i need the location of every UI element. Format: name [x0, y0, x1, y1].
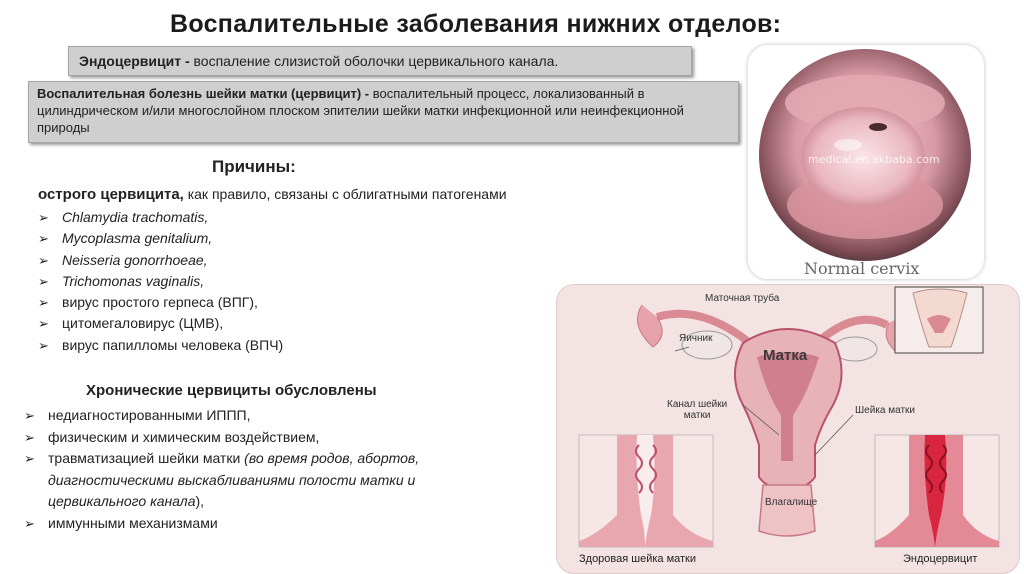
arrow-bullet-icon: ➢: [24, 429, 35, 445]
causes-heading: Причины:: [212, 157, 296, 176]
normal-cervix-photo-card: [748, 45, 984, 279]
chronic-term: Хронические цервициты: [86, 382, 271, 399]
list-item-continuation: цервикального канала),: [48, 493, 205, 509]
uterus-anatomy-diagram: [556, 284, 1020, 574]
label-uterus: Матка: [763, 347, 808, 364]
uterus-illustration: [557, 285, 1020, 574]
acute-text: как правило, связаны с облигатными патогенами: [183, 186, 507, 202]
label-fallopian-tube: Маточная труба: [705, 293, 780, 304]
list-item: ➢ Trichomonas vaginalis,: [38, 271, 283, 292]
caption-endocervicitis: Эндоцервицит: [903, 553, 978, 565]
arrow-bullet-icon: ➢: [38, 273, 49, 289]
chronic-causes-list: [24, 405, 419, 534]
photo-watermark: medical.en.akbaba.com: [808, 153, 940, 166]
cervicitis-term: Воспалительная болезнь шейки матки (цервицит) -: [37, 86, 370, 101]
chronic-text: обусловлены: [270, 382, 377, 399]
arrow-bullet-icon: ➢: [38, 252, 49, 268]
list-item: ➢ недиагностированными ИППП,: [24, 405, 419, 427]
list-item: ➢ цитомегаловирус (ЦМВ),: [38, 313, 283, 334]
list-item: ➢ Chlamydia trachomatis,: [38, 207, 283, 228]
arrow-bullet-icon: ➢: [38, 231, 49, 247]
acute-cervicitis-intro: [38, 186, 507, 203]
list-item: ➢ иммунными механизмами: [24, 513, 419, 535]
list-item: ➢ травматизацией шейки матки (во время родов, абортов,: [24, 448, 419, 470]
list-item: ➢ Neisseria gonorrhoeae,: [38, 250, 283, 271]
endocervicitis-text: воспаление слизистой оболочки цервикального канала.: [189, 53, 559, 69]
arrow-bullet-icon: ➢: [38, 295, 49, 311]
arrow-bullet-icon: ➢: [38, 316, 49, 332]
photo-caption: Normal cervix: [804, 259, 920, 278]
label-cervix: Шейка матки: [855, 405, 916, 416]
list-item-continuation: диагностическими выскабливаниями полости матки и: [48, 471, 416, 488]
cervicitis-definition-box: [28, 81, 739, 143]
endocervicitis-definition-box: [68, 46, 692, 76]
caption-healthy-cervix: Здоровая шейка матки: [579, 553, 697, 565]
acute-term: острого цервицита,: [38, 186, 184, 203]
chronic-cervicitis-heading: [86, 382, 377, 399]
list-item: ➢ вирус простого герпеса (ВПГ),: [38, 292, 283, 313]
endocervicitis-term: Эндоцервицит -: [79, 53, 190, 69]
slide-title: Воспалительные заболевания нижних отделов:: [170, 10, 782, 38]
arrow-bullet-icon: ➢: [38, 337, 49, 353]
list-item: ➢ Mycoplasma genitalium,: [38, 228, 283, 249]
acute-causes-list: [38, 207, 283, 356]
arrow-bullet-icon: ➢: [38, 210, 49, 225]
arrow-bullet-icon: ➢: [24, 515, 35, 531]
label-cervical-canal: Канал шейки матки: [667, 399, 728, 421]
normal-cervix-photo: [748, 45, 984, 279]
label-vagina: Влагалище: [765, 497, 818, 508]
arrow-bullet-icon: ➢: [24, 408, 35, 423]
label-ovary: Яичник: [679, 333, 713, 344]
arrow-bullet-icon: ➢: [24, 451, 35, 466]
list-item: ➢ вирус папилломы человека (ВПЧ): [38, 335, 283, 356]
list-item: ➢ физическим и химическим воздействием,: [24, 427, 419, 449]
cervicitis-text: воспалительный процесс, локализованный в цилиндрическом и/или многослойном плоском эпителии шейки матки инфекционной или неинфекционной природы: [37, 86, 684, 135]
